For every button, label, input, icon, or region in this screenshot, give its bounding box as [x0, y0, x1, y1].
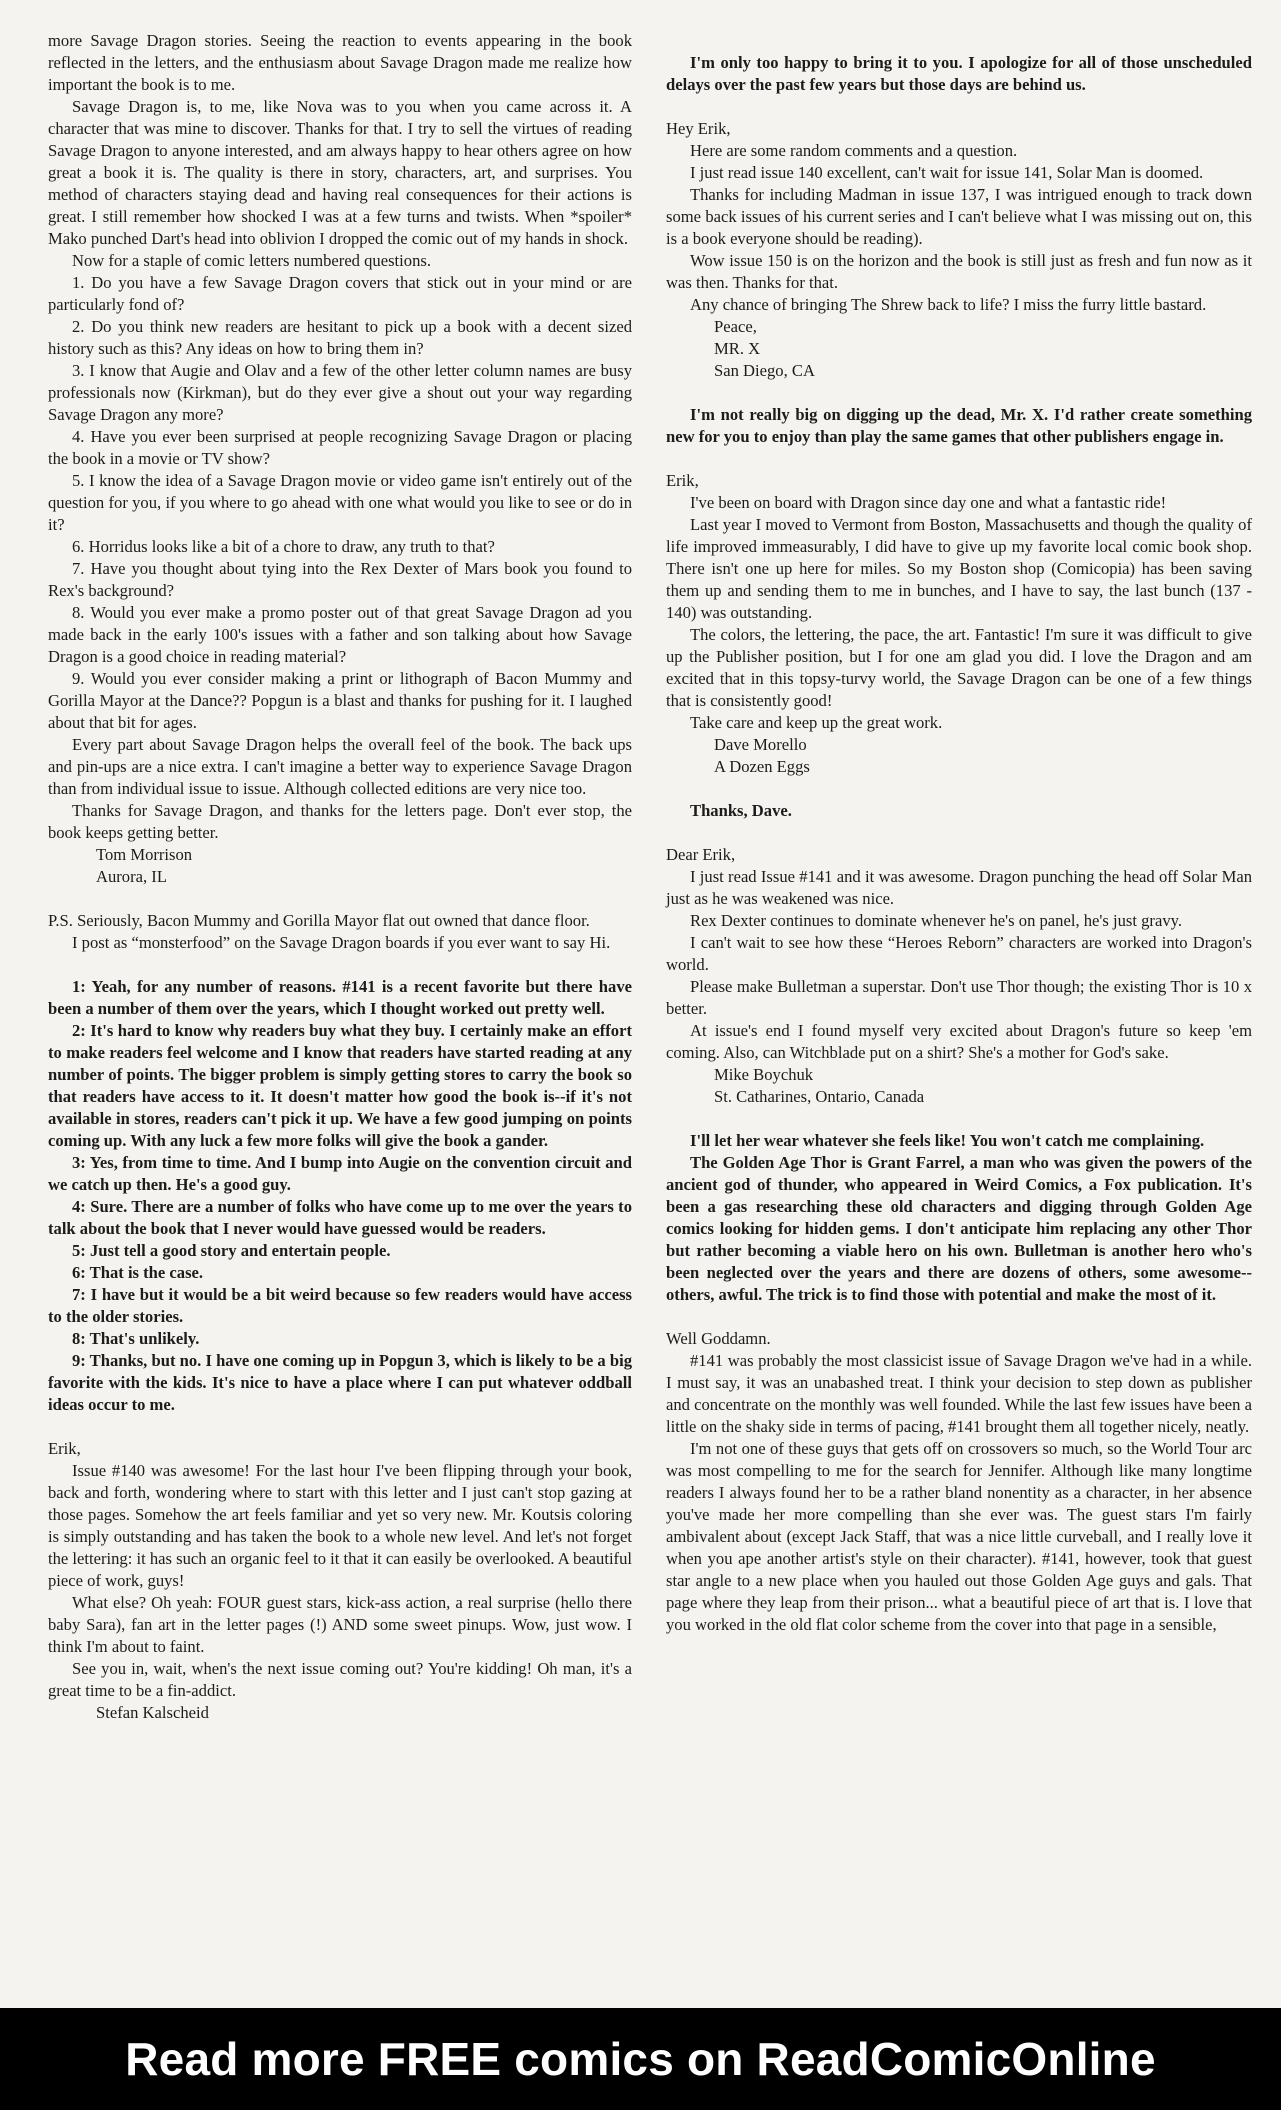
letter-paragraph: Take care and keep up the great work. [690, 713, 943, 732]
letter-paragraph: Thanks for Savage Dragon, and thanks for the letters page. Don't ever stop, the book keeps getting better. [48, 801, 632, 842]
letter-paragraph: The colors, the lettering, the pace, the art. Fantastic! I'm sure it was difficult to give up the Publisher position, but I for one am glad you did. I love the Dragon and am excited that in this topsy-turvy world, the Savage Dragon can be one of a few things that is consistently good! [666, 625, 1252, 710]
editor-reply-paragraph: 4: Sure. There are a number of folks who have come up to me over the years to talk about the book that I never would have guessed would be readers. [48, 1197, 632, 1238]
letter-paragraph: 1. Do you have a few Savage Dragon covers that stick out in your mind or are particularly fond of? [48, 273, 632, 314]
letter-paragraph: 7. Have you thought about tying into the Rex Dexter of Mars book you found to Rex's background? [48, 559, 632, 600]
editor-reply-paragraph: I'm only too happy to bring it to you. I apologize for all of those unscheduled delays over the past few years but those days are behind us. [666, 53, 1252, 94]
paragraph-gap [666, 382, 1252, 404]
letter-paragraph: Savage Dragon is, to me, like Nova was to you when you came across it. A character that was mine to discover. Thanks for that. I try to sell the virtues of reading Savage Dragon to anyone interested, and am always happy to hear others agree on how great a book it is. The quality is there in story, characters, art, and surprises. You method of characters staying dead and having real consequences for their actions is great. I still remember how shocked I was at a few turns and twists. When *spoiler* Mako punched Dart's head into oblivion I dropped the comic out of my hands in shock. [48, 97, 632, 248]
editor-reply-paragraph: 2: It's hard to know why readers buy what they buy. I certainly make an effort to make readers feel welcome and I know that readers have started reading at any number of points. The bigger problem is simply getting stores to carry the book so that readers have access to it. It doesn't matter how good the book is--if it's not available in stores, readers can't pick it up. We have a few good jumping on points coming up. With any luck a few more folks will give the book a gander. [48, 1021, 632, 1150]
letter-signature: Aurora, IL [96, 867, 167, 886]
letter-paragraph: Dear Erik, [666, 845, 736, 864]
letter-paragraph: 3. I know that Augie and Olav and a few of the other letter column names are busy professionals now (Kirkman), but do they ever give a shout out your way regarding Savage Dragon any more? [48, 361, 632, 424]
letter-paragraph: Last year I moved to Vermont from Boston, Massachusetts and though the quality of life improved immeasurably, I did have to give up my favorite local comic book shop. There isn't one up here for miles. So my Boston shop (Comicopia) has been saving them up and sending them to me in bunches, and I have to say, the last bunch (137 - 140) was outstanding. [666, 515, 1252, 622]
letter-signature: MR. X [714, 339, 761, 358]
letter-paragraph: Issue #140 was awesome! For the last hour I've been flipping through your book, back and forth, wondering where to start with this letter and I just can't stop gazing at those pages. Somehow the art feels familiar and yet so very new. Mr. Koutsis coloring is simply outstanding and has taken the book to a whole new level. And let's not forget the lettering: it has such an organic feel to it that it can easily be overlooked. A beautiful piece of work, guys! [48, 1461, 632, 1590]
letter-paragraph: I've been on board with Dragon since day one and what a fantastic ride! [690, 493, 1167, 512]
letter-signature: Stefan Kalscheid [96, 1703, 209, 1722]
letter-paragraph: 8. Would you ever make a promo poster out of that great Savage Dragon ad you made back in the early 100's issues with a father and son talking about how Savage Dragon is a good choice in reading material? [48, 603, 632, 666]
editor-reply-paragraph: 8: That's unlikely. [72, 1329, 200, 1348]
letter-paragraph: 6. Horridus looks like a bit of a chore to draw, any truth to that? [72, 537, 495, 556]
letter-paragraph: I'm not one of these guys that gets off on crossovers so much, so the World Tour arc was most compelling to me for the search for Jennifer. Although like many longtime readers I always found her to be a rather bland nonentity as a character, in her absence you've made her more compelling than she ever was. The guest stars I'm fairly ambivalent about (except Jack Staff, that was a nice little curveball, and I really love it when you ape another artist's style on their character). #141, however, took that guest star angle to a new place when you hauled out those Golden Age guys and gals. That page where they leap from their prison... what a beautiful piece of art that is. I love that you worked in the old flat color scheme from the cover into that page in a sensible, [666, 1439, 1252, 1634]
paragraph-gap [666, 1108, 1252, 1130]
letter-paragraph: I post as “monsterfood” on the Savage Dragon boards if you ever want to say Hi. [72, 933, 611, 952]
letter-paragraph: P.S. Seriously, Bacon Mummy and Gorilla Mayor flat out owned that dance floor. [48, 911, 590, 930]
editor-reply-paragraph: 7: I have but it would be a bit weird because so few readers would have access to the older stories. [48, 1285, 632, 1326]
letter-paragraph: 9. Would you ever consider making a print or lithograph of Bacon Mummy and Gorilla Mayor at the Dance?? Popgun is a blast and thanks for pushing for it. I laughed about that bit for ages. [48, 669, 632, 732]
paragraph-gap [48, 954, 632, 976]
letter-signature: St. Catharines, Ontario, Canada [714, 1087, 925, 1106]
letter-paragraph: I just read Issue #141 and it was awesome. Dragon punching the head off Solar Man just as he was weakened was nice. [666, 867, 1252, 908]
letter-paragraph: See you in, wait, when's the next issue coming out? You're kidding! Oh man, it's a great time to be a fin-addict. [48, 1659, 632, 1700]
paragraph-gap [666, 778, 1252, 800]
letter-paragraph: Erik, [666, 471, 699, 490]
editor-reply-paragraph: Thanks, Dave. [690, 801, 792, 820]
letters-column-right [666, 30, 1252, 1636]
letter-paragraph: Well Goddamn. [666, 1329, 771, 1348]
letter-paragraph: Here are some random comments and a question. [690, 141, 1018, 160]
editor-reply-paragraph: 5: Just tell a good story and entertain people. [72, 1241, 391, 1260]
letter-paragraph: Hey Erik, [666, 119, 731, 138]
letter-paragraph: #141 was probably the most classicist issue of Savage Dragon we've had in a while. I must say, it was an unabashed treat. I think your decision to step down as publisher and concentrate on the monthly was well founded. While the last few issues have been a little on the shaky side in terms of pacing, #141 brought them all together nicely, neatly. [666, 1351, 1252, 1436]
editor-reply-paragraph: 6: That is the case. [72, 1263, 204, 1282]
letter-paragraph: Wow issue 150 is on the horizon and the book is still just as fresh and fun now as it was then. Thanks for that. [666, 251, 1252, 292]
letter-paragraph: What else? Oh yeah: FOUR guest stars, kick-ass action, a real surprise (hello there baby Sara), fan art in the letter pages (!) AND some sweet pinups. Wow, just wow. I think I'm about to faint. [48, 1593, 632, 1656]
letters-column-left [48, 30, 632, 1724]
letter-signature: Tom Morrison [96, 845, 193, 864]
letter-signature: Mike Boychuk [714, 1065, 814, 1084]
paragraph-gap [48, 1416, 632, 1438]
letter-signature: San Diego, CA [714, 361, 815, 380]
paragraph-gap [48, 888, 632, 910]
letter-signature: Peace, [714, 317, 757, 336]
letter-paragraph: 4. Have you ever been surprised at people recognizing Savage Dragon or placing the book in a movie or TV show? [48, 427, 632, 468]
paragraph-gap [666, 448, 1252, 470]
paragraph-gap [666, 1306, 1252, 1328]
paragraph-gap [666, 96, 1252, 118]
editor-reply-paragraph: I'll let her wear whatever she feels like! You won't catch me complaining. [690, 1131, 1205, 1150]
letter-paragraph: Thanks for including Madman in issue 137, I was intrigued enough to track down some back issues of his current series and I can't believe what I was missing out on, this is a book everyone should be reading). [666, 185, 1252, 248]
editor-reply-paragraph: 1: Yeah, for any number of reasons. #141 is a recent favorite but there have been a number of them over the years, which I thought worked out pretty well. [48, 977, 632, 1018]
letter-paragraph: Every part about Savage Dragon helps the overall feel of the book. The back ups and pin-ups are a nice extra. I can't imagine a better way to experience Savage Dragon than from individual issue to issue. Although collected editions are very nice too. [48, 735, 632, 798]
letter-signature: Dave Morello [714, 735, 807, 754]
letter-paragraph: more Savage Dragon stories. Seeing the reaction to events appearing in the book reflected in the letters, and the enthusiasm about Savage Dragon made me realize how important the book is to me. [48, 31, 632, 94]
promo-banner[interactable] [0, 2008, 1281, 2110]
letter-paragraph: Now for a staple of comic letters numbered questions. [72, 251, 431, 270]
letter-signature: A Dozen Eggs [714, 757, 810, 776]
letter-paragraph: 2. Do you think new readers are hesitant to pick up a book with a decent sized history such as this? Any ideas on how to bring them in? [48, 317, 632, 358]
letter-paragraph: Please make Bulletman a superstar. Don't use Thor though; the existing Thor is 10 x better. [666, 977, 1252, 1018]
paragraph-gap [666, 30, 1252, 52]
promo-banner-text[interactable]: Read more FREE comics on ReadComicOnline [125, 2033, 1156, 2085]
letter-paragraph: Erik, [48, 1439, 81, 1458]
letter-paragraph: 5. I know the idea of a Savage Dragon movie or video game isn't entirely out of the question for you, if you where to go ahead with one what would you like to see or do in it? [48, 471, 632, 534]
editor-reply-paragraph: 3: Yes, from time to time. And I bump into Augie on the convention circuit and we catch up then. He's a good guy. [48, 1153, 632, 1194]
editor-reply-paragraph: I'm not really big on digging up the dead, Mr. X. I'd rather create something new for you to enjoy than play the same games that other publishers engage in. [666, 405, 1252, 446]
letter-paragraph: I just read issue 140 excellent, can't wait for issue 141, Solar Man is doomed. [690, 163, 1204, 182]
letter-paragraph: At issue's end I found myself very excited about Dragon's future so keep 'em coming. Also, can Witchblade put on a shirt? She's a mother for God's sake. [666, 1021, 1252, 1062]
letter-paragraph: Any chance of bringing The Shrew back to life? I miss the furry little bastard. [690, 295, 1207, 314]
editor-reply-paragraph: The Golden Age Thor is Grant Farrel, a man who was given the powers of the ancient god of thunder, who appeared in Weird Comics, a Fox publication. It's been a gas researching these old characters and digging through Golden Age comics looking for hidden gems. I don't anticipate him replacing any other Thor but rather becoming a viable hero on his own. Bulletman is another hero who's been neglected over the years and there are dozens of others, some awesome--others, awful. The trick is to find those with potential and make the most of it. [666, 1153, 1252, 1304]
paragraph-gap [666, 822, 1252, 844]
editor-reply-paragraph: 9: Thanks, but no. I have one coming up in Popgun 3, which is likely to be a big favorite with the kids. It's nice to have a place where I can put whatever oddball ideas occur to me. [48, 1351, 632, 1414]
letter-paragraph: I can't wait to see how these “Heroes Reborn” characters are worked into Dragon's world. [666, 933, 1252, 974]
letter-paragraph: Rex Dexter continues to dominate whenever he's on panel, he's just gravy. [690, 911, 1182, 930]
